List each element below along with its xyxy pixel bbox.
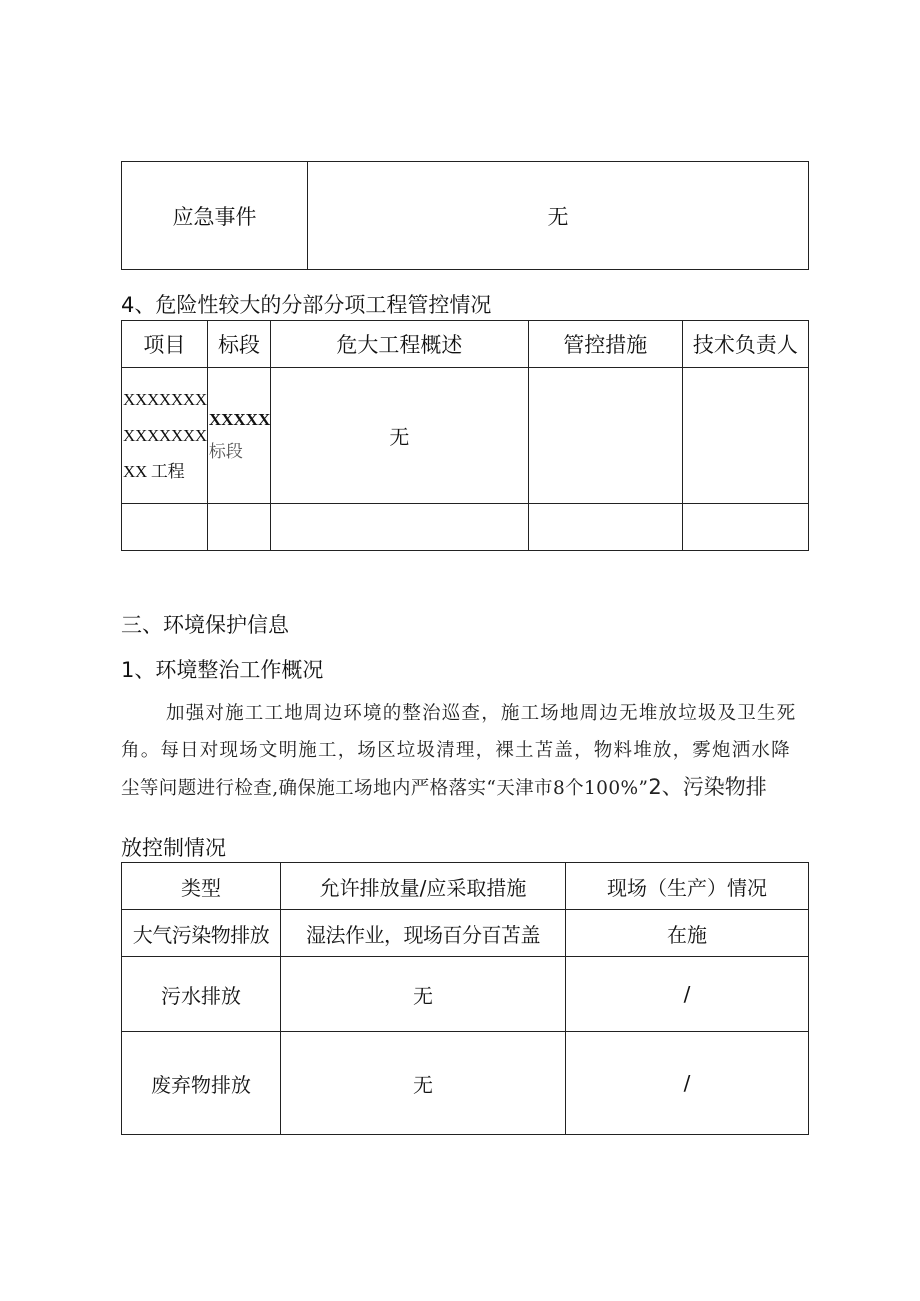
section3-title: 三、环境保护信息 xyxy=(121,613,289,637)
project-line-1: XXXXXXX xyxy=(123,389,207,409)
env-paragraph-line-3 xyxy=(121,769,811,807)
hazard-header-measures: 管控措施 xyxy=(528,321,682,368)
hazard-measures-cell xyxy=(528,368,682,504)
hazard-empty-row xyxy=(122,504,809,551)
pollution-header-measure: 允许排放量/应采取措施 xyxy=(281,863,566,910)
pollution-header-type: 类型 xyxy=(122,863,281,910)
pollution-header-status: 现场（生产）情况 xyxy=(566,863,809,910)
env-paragraph-line-3-text: 尘等问题进行检查,确保施工场地内严格落实“天津市8个100%” xyxy=(121,778,649,799)
env-paragraph xyxy=(121,695,811,807)
segment-code: XXXXX xyxy=(208,409,271,429)
emergency-label: 应急事件 xyxy=(122,162,308,270)
empty-cell xyxy=(682,504,808,551)
hazard-lead-cell xyxy=(682,368,808,504)
empty-cell xyxy=(528,504,682,551)
project-line-2: XXXXXXX xyxy=(123,425,207,445)
emergency-row xyxy=(122,162,809,270)
env-subheading-1: 1、环境整治工作概况 xyxy=(121,658,324,682)
empty-cell xyxy=(122,504,208,551)
segment-label: 标段 xyxy=(208,441,243,462)
hazard-overview-cell: 无 xyxy=(271,368,528,504)
hazard-header-lead: 技术负责人 xyxy=(682,321,808,368)
emergency-table xyxy=(121,161,809,270)
pollution-status: 在施 xyxy=(566,910,809,957)
pollution-measure: 无 xyxy=(281,1032,566,1135)
hazard-header-row xyxy=(122,321,809,368)
hazard-segment-cell xyxy=(207,368,270,504)
pollution-row xyxy=(122,957,809,1032)
pollution-header-row xyxy=(122,863,809,910)
project-line-3: XX 工程 xyxy=(123,461,185,481)
emergency-value: 无 xyxy=(308,162,809,270)
hazard-header-overview: 危大工程概述 xyxy=(271,321,528,368)
empty-cell xyxy=(207,504,270,551)
hazard-row xyxy=(122,368,809,504)
pollution-type: 污水排放 xyxy=(122,957,281,1032)
hazard-heading: 4、危险性较大的分部分项工程管控情况 xyxy=(121,293,492,317)
empty-cell xyxy=(271,504,528,551)
pollution-measure: 湿法作业，现场百分百苫盖 xyxy=(281,910,566,957)
pollution-row xyxy=(122,1032,809,1135)
hazard-header-project: 项目 xyxy=(122,321,208,368)
pollution-status: / xyxy=(566,957,809,1032)
pollution-type: 大气污染物排放 xyxy=(122,910,281,957)
pollution-table xyxy=(121,862,809,1135)
env-subheading-2-end: 放控制情况 xyxy=(121,836,226,860)
pollution-type: 废弃物排放 xyxy=(122,1032,281,1135)
hazard-table xyxy=(121,320,809,551)
pollution-measure: 无 xyxy=(281,957,566,1032)
hazard-project-cell xyxy=(122,368,208,504)
env-paragraph-line-2: 角。每日对现场文明施工，场区垃圾清理，裸土苫盖，物料堆放，雾炮洒水降 xyxy=(121,740,791,761)
env-paragraph-line-1: 加强对施工工地周边环境的整治巡查，施工场地周边无堆放垃圾及卫生死 xyxy=(166,703,797,724)
pollution-status: / xyxy=(566,1032,809,1135)
hazard-header-segment: 标段 xyxy=(207,321,270,368)
env-subheading-2-start: 2、污染物排 xyxy=(648,775,767,799)
pollution-row xyxy=(122,910,809,957)
